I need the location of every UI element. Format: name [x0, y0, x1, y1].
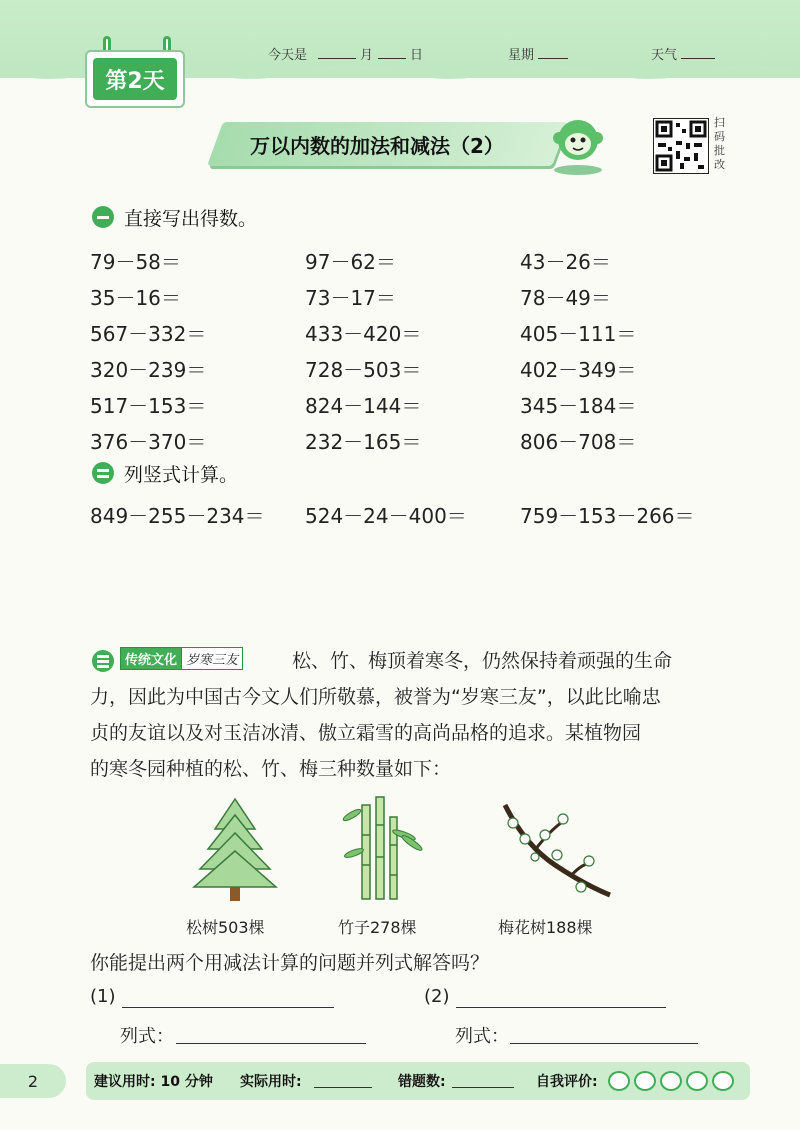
formula-one-label: 列式： — [120, 1026, 174, 1047]
day-badge — [85, 50, 185, 108]
answer-two-line[interactable] — [456, 1006, 666, 1008]
day-label: 日 — [410, 48, 424, 63]
culture-subtag-label: 岁寒三友 — [182, 647, 243, 670]
question-prompt: 你能提出两个用减法计算的问题并列式解答吗？ — [90, 952, 490, 974]
pine-tree-illustration — [190, 795, 280, 905]
formula-one-line[interactable] — [176, 1042, 366, 1044]
suggested-time: 建议用时: 10 分钟 — [94, 1074, 213, 1090]
passage-line: 的寒冬园种植的松、竹、梅三种数量如下： — [90, 758, 452, 780]
date-prefix: 今天是 — [268, 48, 308, 63]
vertical-calc-item: 849－255－234＝ — [90, 504, 265, 528]
page-number-label: 2 — [27, 1071, 39, 1091]
page-title: 万以内数的加法和减法（2） — [250, 134, 504, 158]
rating-face-icon[interactable] — [634, 1071, 656, 1091]
culture-tag — [120, 647, 243, 670]
section-three-icon — [92, 650, 114, 672]
vertical-calc-item: 524－24－400＝ — [305, 504, 467, 528]
error-count-blank[interactable] — [452, 1086, 514, 1088]
answer-one-label: (1) — [90, 986, 116, 1007]
pine-caption: 松树503棵 — [186, 918, 265, 937]
weekday-blank[interactable] — [538, 46, 568, 59]
error-count-label: 错题数: — [398, 1074, 446, 1090]
section-two-icon — [92, 462, 114, 484]
answer-two-label: (2) — [424, 986, 450, 1007]
equation: 728－503＝ — [305, 358, 422, 382]
equation: 79－58＝ — [90, 250, 181, 274]
section-one-title: 直接写出得数。 — [124, 208, 258, 230]
weekday-label: 星期 — [508, 48, 535, 63]
equation: 345－184＝ — [520, 394, 637, 418]
plum-caption: 梅花树188棵 — [498, 918, 593, 937]
equation: 806－708＝ — [520, 430, 637, 454]
rating-face-icon[interactable] — [660, 1071, 682, 1091]
equation: 232－165＝ — [305, 430, 422, 454]
weather-blank[interactable] — [681, 46, 715, 59]
passage-line: 贞的友谊以及对玉洁冰清、傲立霜雪的高尚品格的追求。某植物园 — [90, 722, 642, 744]
rating-face-icon[interactable] — [608, 1071, 630, 1091]
day-blank[interactable] — [378, 46, 406, 59]
equation: 433－420＝ — [305, 322, 422, 346]
equation: 73－17＝ — [305, 286, 396, 310]
equation: 567－332＝ — [90, 322, 207, 346]
equation: 97－62＝ — [305, 250, 396, 274]
rating-face-icon[interactable] — [712, 1071, 734, 1091]
equation: 78－49＝ — [520, 286, 611, 310]
monkey-mascot-icon — [546, 112, 610, 176]
equation: 35－16＝ — [90, 286, 181, 310]
vertical-calc-item: 759－153－266＝ — [520, 504, 695, 528]
section-two-title: 列竖式计算。 — [124, 464, 239, 486]
passage-line: 力，因此为中国古今文人们所敬慕，被誉为“岁寒三友”，以此比喻忠 — [90, 686, 661, 708]
equation: 405－111＝ — [520, 322, 637, 346]
equation: 320－239＝ — [90, 358, 207, 382]
formula-two-label: 列式： — [455, 1026, 509, 1047]
passage-line: 松、竹、梅顶着寒冬，仍然保持着顽强的生命 — [292, 650, 673, 672]
answer-one-line[interactable] — [122, 1006, 334, 1008]
section-one-icon — [92, 206, 114, 228]
day-badge-label: 第2天 — [93, 58, 177, 100]
rating-face-icon[interactable] — [686, 1071, 708, 1091]
page-number — [0, 1064, 66, 1098]
formula-two-line[interactable] — [510, 1042, 698, 1044]
equation: 402－349＝ — [520, 358, 637, 382]
culture-tag-label: 传统文化 — [120, 647, 182, 670]
qr-code-icon[interactable] — [653, 118, 709, 174]
equation: 824－144＝ — [305, 394, 422, 418]
bamboo-caption: 竹子278棵 — [338, 918, 417, 937]
bamboo-illustration — [340, 795, 430, 905]
qr-label: 扫码批改 — [714, 116, 725, 171]
actual-time-label: 实际用时: — [240, 1074, 302, 1090]
month-blank[interactable] — [318, 46, 356, 59]
equation: 43－26＝ — [520, 250, 611, 274]
actual-time-blank[interactable] — [314, 1086, 372, 1088]
plum-blossom-illustration — [495, 795, 615, 905]
self-eval-label: 自我评价: — [536, 1074, 598, 1090]
weather-label: 天气 — [651, 48, 678, 63]
month-label: 月 — [360, 48, 374, 63]
equation: 517－153＝ — [90, 394, 207, 418]
equation: 376－370＝ — [90, 430, 207, 454]
